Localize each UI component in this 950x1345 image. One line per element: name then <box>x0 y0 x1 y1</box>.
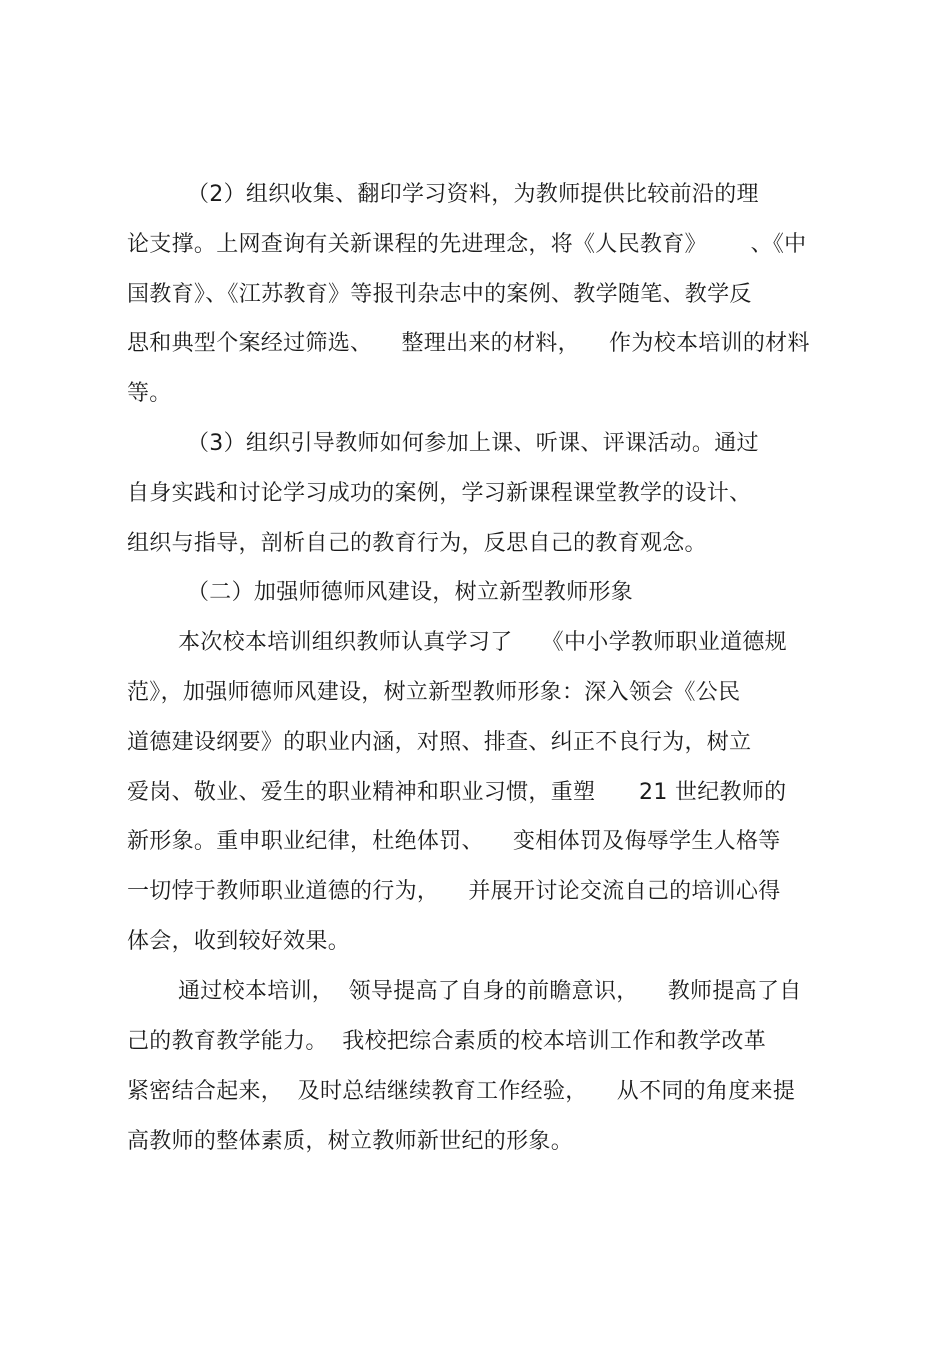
paragraph-line: 本次校本培训组织教师认真学习了 《中小学教师职业道德规 <box>178 630 787 655</box>
paragraph-line: 论支撑。上网查询有关新课程的先进理念，将《人民教育》 、《中 <box>127 232 807 257</box>
paragraph-line: 高教师的整体素质，树立教师新世纪的形象。 <box>127 1129 574 1154</box>
paragraph-line: 范》，加强师德师风建设，树立新型教师形象：深入领会《公民 <box>127 680 741 705</box>
paragraph-line: 体会，收到较好效果。 <box>127 929 351 954</box>
paragraph-line: 国教育》、《江苏教育》等报刊杂志中的案例、教学随笔、教学反 <box>127 282 752 307</box>
paragraph-line: 等。 <box>127 381 172 406</box>
paragraph-line: 紧密结合起来， 及时总结继续教育工作经验， 从不同的角度来提 <box>127 1079 796 1104</box>
paragraph-line: （2）组织收集、翻印学习资料，为教师提供比较前沿的理 <box>187 182 759 207</box>
paragraph-line: 一切悖于教师职业道德的行为， 并展开讨论交流自己的培训心得 <box>127 879 781 904</box>
paragraph-line: 己的教育教学能力。 我校把综合素质的校本培训工作和教学改革 <box>127 1029 766 1054</box>
paragraph-line: （3）组织引导教师如何参加上课、听课、评课活动。通过 <box>187 431 759 456</box>
paragraph-line: 道德建设纲要》的职业内涵，对照、排查、纠正不良行为，树立 <box>127 730 752 755</box>
paragraph-line: 组织与指导，剖析自己的教育行为，反思自己的教育观念。 <box>127 531 707 556</box>
paragraph-line: 自身实践和讨论学习成功的案例，学习新课程课堂教学的设计、 <box>127 481 752 506</box>
paragraph-line: 通过校本培训， 领导提高了自身的前瞻意识， 教师提高了自 <box>178 979 802 1004</box>
paragraph-line: 思和典型个案经过筛选、 整理出来的材料， 作为校本培训的材料 <box>127 331 810 356</box>
section-heading: （二）加强师德师风建设，树立新型教师形象 <box>187 580 634 605</box>
paragraph-line: 新形象。重申职业纪律，杜绝体罚、 变相体罚及侮辱学生人格等 <box>127 829 781 854</box>
paragraph-line: 爱岗、敬业、爱生的职业精神和职业习惯，重塑 21 世纪教师的 <box>127 780 787 805</box>
